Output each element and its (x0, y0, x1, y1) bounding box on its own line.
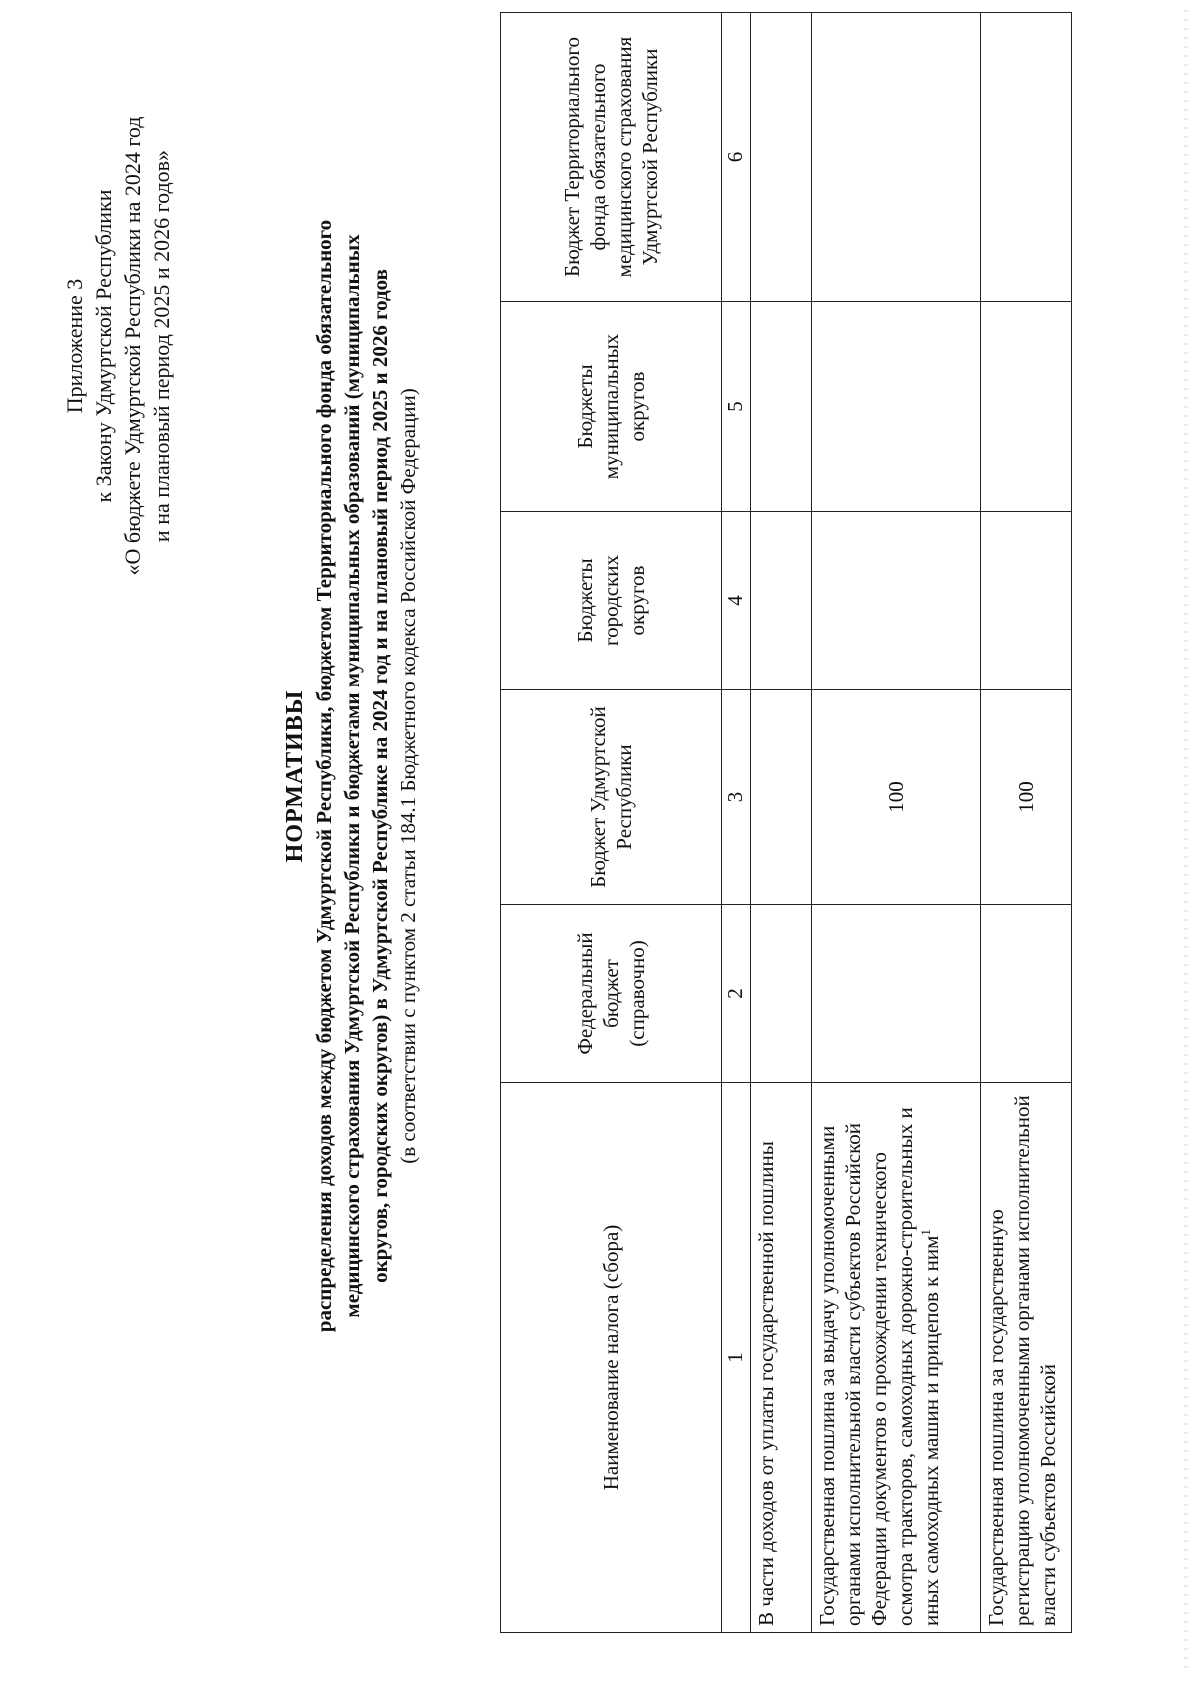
tfoms-value-cell (981, 13, 1072, 302)
republic-value-cell (751, 690, 812, 905)
republic-value-cell: 100 (981, 690, 1072, 905)
tax-name-text: Государственная пошлина за выдачу уполномоченными органами исполнительной власти субъектов Российской Федерации документов о прохождении технического осмотра тракторов, самоходных дорожно-строительных и иных самоходных машин и прицепов к ним (815, 1107, 943, 1626)
table-row (812, 13, 981, 1633)
municipal-value-cell (812, 302, 981, 512)
federal-value-cell (751, 905, 812, 1083)
table-row (751, 13, 812, 1633)
header-municipal-districts: Бюджеты муниципальных округов (501, 302, 722, 512)
tfoms-value-cell (751, 13, 812, 302)
header-federal-budget: Федеральный бюджет (справочно) (501, 905, 722, 1083)
appendix-number: Приложение 3 (62, 278, 87, 414)
table-row (981, 13, 1072, 1633)
column-number: 3 (722, 690, 751, 905)
appendix-block (60, 26, 176, 666)
municipal-value-cell (751, 302, 812, 512)
tax-name-cell: Государственная пошлина за государственную регистрацию уполномоченными органами исполнительной власти субъектов Российской (981, 1083, 1072, 1633)
appendix-law-period: и на плановый период 2025 и 2026 годов» (149, 149, 174, 543)
column-number: 6 (722, 13, 751, 302)
footnote-marker: 1 (918, 1229, 933, 1236)
city-value-cell (751, 512, 812, 690)
tfoms-value-cell (812, 13, 981, 302)
appendix-law-ref: к Закону Удмуртской Республики (91, 189, 116, 503)
header-tfoms-budget: Бюджет Территориального фонда обязательного медицинского страхования Удмуртской Республики (501, 13, 722, 302)
column-number: 2 (722, 905, 751, 1083)
document-heading (280, 146, 422, 1406)
federal-value-cell (981, 905, 1072, 1083)
document-subtitle-line-1: распределения доходов между бюджетом Удмуртской Республики, бюджетом Территориального фонда обязательного (312, 219, 336, 1333)
document-subtitle-line-3: округов, городских округов) в Удмуртской Республике на 2024 год и на плановый период 2025 и 2026 годов (368, 269, 392, 1283)
republic-value-cell: 100 (812, 690, 981, 905)
column-number: 1 (722, 1083, 751, 1633)
document-title: НОРМАТИВЫ (282, 689, 308, 863)
norms-table (500, 12, 1072, 1633)
table-header-row (501, 13, 722, 1633)
city-value-cell (812, 512, 981, 690)
tax-name-cell: В части доходов от уплаты государственной пошлины (751, 1083, 812, 1633)
tax-name-cell (812, 1083, 981, 1633)
column-number: 5 (722, 302, 751, 512)
document-legal-basis: (в соответствии с пунктом 2 статьи 184.1 Бюджетного кодекса Российской Федерации) (396, 388, 420, 1164)
document-subtitle-line-2: медицинского страхования Удмуртской Республики и бюджетами муниципальных образований (муниципальных (340, 234, 364, 1318)
header-republic-budget: Бюджет Удмуртской Республики (501, 690, 722, 905)
column-number-row (722, 13, 751, 1633)
header-city-districts: Бюджеты городских округов (501, 512, 722, 690)
federal-value-cell (812, 905, 981, 1083)
city-value-cell (981, 512, 1072, 690)
header-tax-name: Наименование налога (сбора) (501, 1083, 722, 1633)
column-number: 4 (722, 512, 751, 690)
appendix-law-title: «О бюджете Удмуртской Республики на 2024 год (120, 116, 145, 576)
municipal-value-cell (981, 302, 1072, 512)
